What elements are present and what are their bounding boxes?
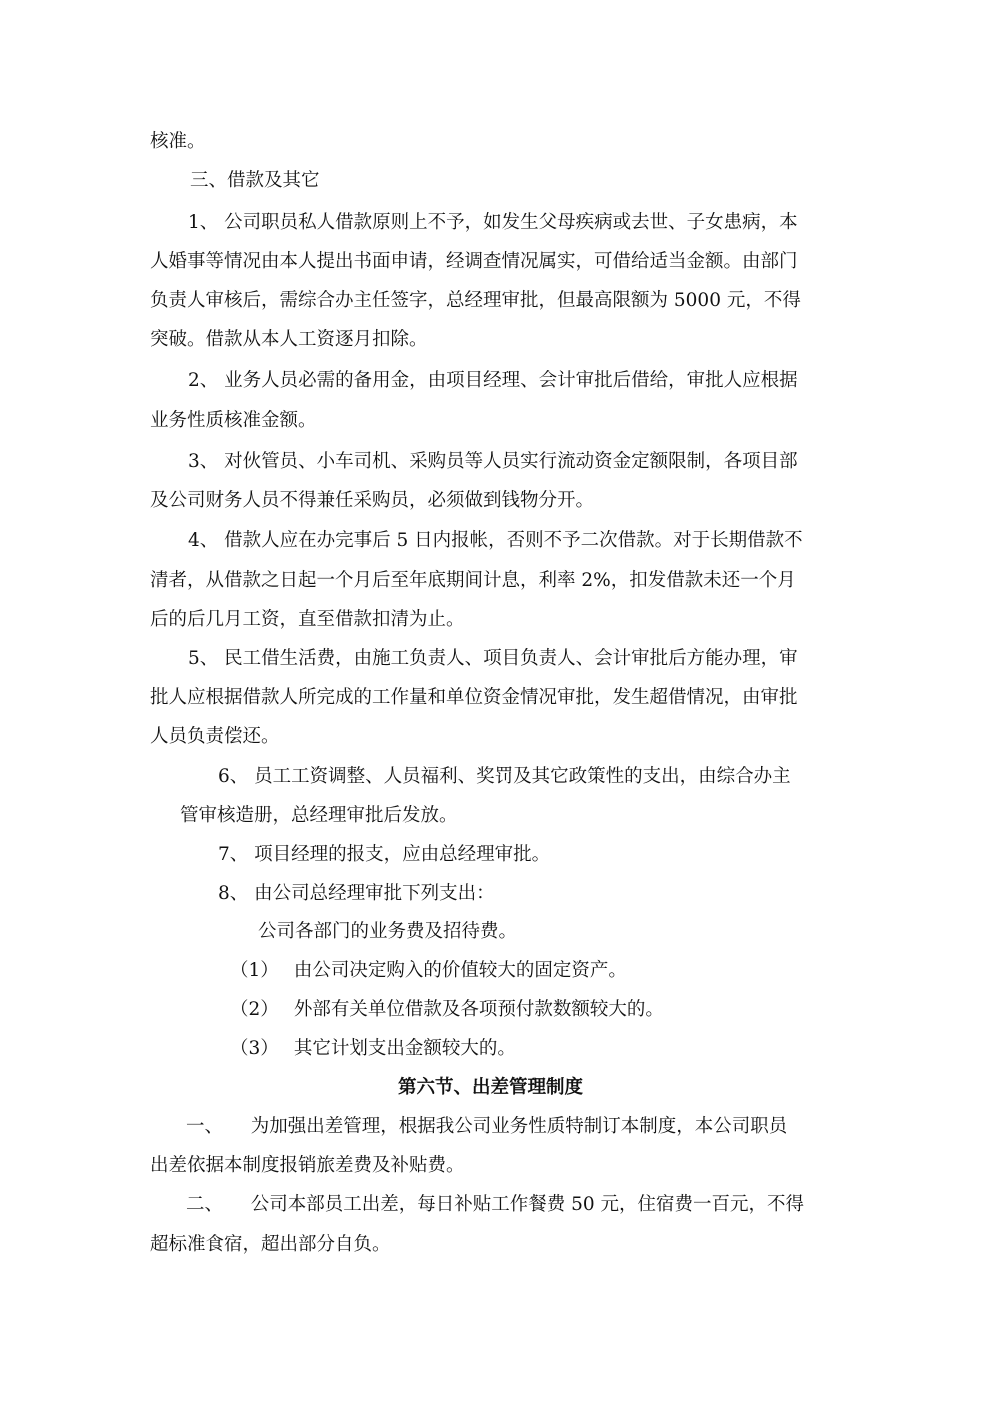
text-line: 后的后几月工资，直至借款扣清为止。 [150, 609, 465, 630]
text-line: 5、 民工借生活费，由施工负责人、项目负责人、会计审批后方能办理，审 [188, 648, 798, 669]
text-line: 2、 业务人员必需的备用金，由项目经理、会计审批后借给，审批人应根据 [188, 370, 798, 391]
text-line: 管审核造册，总经理审批后发放。 [180, 805, 458, 826]
text-line: 清者，从借款之日起一个月后至年底期间计息，利率 2%，扣发借款未还一个月 [150, 570, 796, 591]
text-line: 突破。借款从本人工资逐月扣除。 [150, 329, 428, 350]
text-line: 一、 为加强出差管理，根据我公司业务性质特制订本制度，本公司职员 [186, 1116, 788, 1137]
text-line: 1、 公司职员私人借款原则上不予，如发生父母疾病或去世、子女患病，本 [188, 212, 798, 233]
text-line: 8、 由公司总经理审批下列支出： [218, 883, 495, 904]
text-line: 核准。 [150, 131, 206, 152]
list-item: （2） 外部有关单位借款及各项预付款数额较大的。 [230, 999, 664, 1020]
section-heading: 三、借款及其它 [190, 170, 320, 191]
text-line: 7、 项目经理的报支，应由总经理审批。 [218, 844, 551, 865]
list-item: （3） 其它计划支出金额较大的。 [230, 1038, 516, 1059]
list-item: （1） 由公司决定购入的价值较大的固定资产。 [230, 960, 627, 981]
text-line: 公司各部门的业务费及招待费。 [258, 921, 518, 942]
text-line: 批人应根据借款人所完成的工作量和单位资金情况审批，发生超借情况，由审批 [150, 687, 798, 708]
text-line: 及公司财务人员不得兼任采购员，必须做到钱物分开。 [150, 490, 595, 511]
text-line: 负责人审核后，需综合办主任签字，总经理审批，但最高限额为 5000 元，不得 [150, 290, 801, 311]
section-title: 第六节、出差管理制度 [398, 1077, 584, 1098]
text-line: 人员负责偿还。 [150, 726, 280, 747]
text-line: 二、 公司本部员工出差，每日补贴工作餐费 50 元，住宿费一百元，不得 [186, 1194, 805, 1215]
text-line: 4、 借款人应在办完事后 5 日内报帐，否则不予二次借款。对于长期借款不 [188, 530, 803, 551]
text-line: 人婚事等情况由本人提出书面申请，经调查情况属实，可借给适当金额。由部门 [150, 251, 798, 272]
text-line: 出差依据本制度报销旅差费及补贴费。 [150, 1155, 465, 1176]
text-line: 业务性质核准金额。 [150, 410, 317, 431]
text-line: 3、 对伙管员、小车司机、采购员等人员实行流动资金定额限制，各项目部 [188, 451, 798, 472]
text-line: 超标准食宿，超出部分自负。 [150, 1234, 391, 1255]
text-line: 6、 员工工资调整、人员福利、奖罚及其它政策性的支出，由综合办主 [218, 766, 791, 787]
